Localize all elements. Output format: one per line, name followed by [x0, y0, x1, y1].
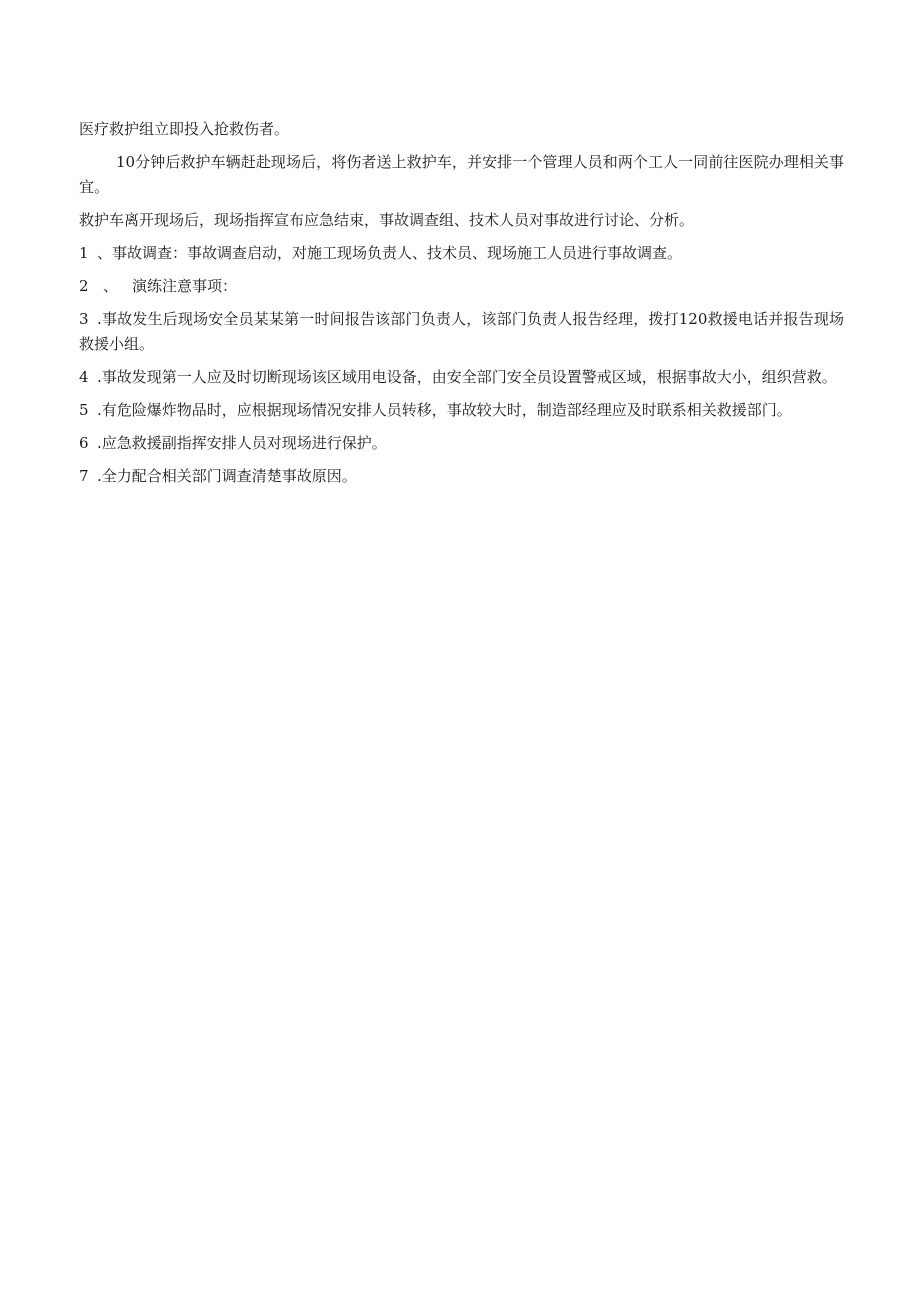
item-separator: .	[97, 434, 102, 452]
item-separator: .	[97, 368, 102, 386]
item-text: 有危险爆炸物品时，应根据现场情况安排人员转移，事故较大时，制造部经理应及时联系相关救援部门。	[101, 401, 792, 419]
list-item-7	[79, 464, 844, 489]
item-text: 事故发生后现场安全员某某第一时间报告该部门负责人，该部门负责人报告经理，拨打120救援电话并报告现场救援小组。	[79, 310, 844, 353]
paragraph-ambulance-arrival: 10分钟后救护车辆赶赴现场后，将伤者送上救护车，并安排一个管理人员和两个工人一同前往医院办理相关事宜。	[79, 153, 844, 196]
item-text: 应急救援副指挥安排人员对现场进行保护。	[101, 434, 387, 452]
item-separator: 、	[97, 244, 113, 262]
item-text: 全力配合相关部门调查清楚事故原因。	[101, 467, 357, 485]
item-text: 演练注意事项：	[132, 277, 238, 295]
list-item-1	[79, 241, 844, 266]
item-number: 2	[79, 277, 89, 295]
paragraph-medical-rescue: 医疗救护组立即投入抢救伤者。	[79, 120, 290, 138]
item-separator: .	[97, 401, 102, 419]
item-number: 7	[79, 467, 89, 485]
list-item-4	[79, 365, 844, 390]
item-number: 6	[79, 434, 89, 452]
item-number: 1	[79, 244, 89, 262]
list-item-3	[79, 307, 844, 357]
list-item-2	[79, 274, 844, 299]
list-item-6	[79, 431, 844, 456]
item-separator: .	[97, 467, 102, 485]
paragraph-emergency-end: 救护车离开现场后，现场指挥宣布应急结束，事故调查组、技术人员对事故进行讨论、分析。	[79, 211, 695, 229]
item-separator: 、	[103, 277, 119, 295]
item-text: 事故调查：事故调查启动，对施工现场负责人、技术员、现场施工人员进行事故调查。	[112, 244, 683, 262]
item-number: 4	[79, 368, 89, 386]
item-text: 事故发现第一人应及时切断现场该区域用电设备，由安全部门安全员设置警戒区域，根据事故大小，组织营救。	[101, 368, 837, 386]
document-body	[79, 117, 844, 497]
item-number: 3	[79, 310, 89, 328]
item-separator: .	[97, 310, 102, 328]
list-item-5	[79, 398, 844, 423]
item-number: 5	[79, 401, 89, 419]
